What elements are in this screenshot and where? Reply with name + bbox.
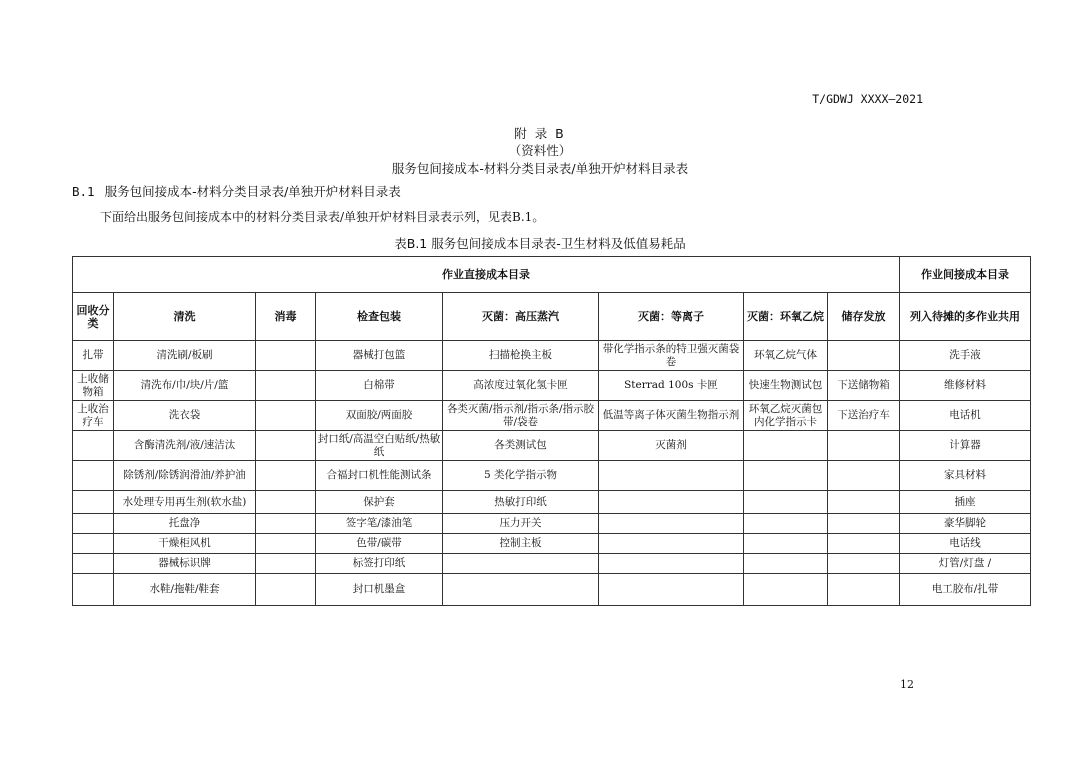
- section-heading: [72, 182, 401, 200]
- column-header: 检查包装: [316, 293, 443, 341]
- table-cell: 洗手液: [900, 341, 1031, 371]
- table-cell: 清洗布/巾/块/片/篮: [114, 371, 256, 401]
- table-cell: [744, 554, 828, 574]
- table-cell: [73, 491, 114, 514]
- table-cell: 托盘净: [114, 514, 256, 534]
- table-cell: 下送治疗车: [828, 401, 900, 431]
- column-header: 灭菌：环氧乙烷: [744, 293, 828, 341]
- table-cell: 封口机墨盒: [316, 574, 443, 606]
- table-cell: 双面胶/两面胶: [316, 401, 443, 431]
- table-cell: 热敏打印纸: [443, 491, 599, 514]
- table-cell: [256, 574, 316, 606]
- table-cell: 含酶清洗剂/液/速洁汰: [114, 431, 256, 461]
- table-cell: 5 类化学指示物: [443, 461, 599, 491]
- table-cell: [256, 461, 316, 491]
- table-cell: 带化学指示条的特卫强灭菌袋卷: [599, 341, 744, 371]
- table-cell: 封口纸/高温空白贴纸/热敏纸: [316, 431, 443, 461]
- column-header: 灭菌：高压蒸汽: [443, 293, 599, 341]
- table-row: [73, 461, 1031, 491]
- column-header: 回收分类: [73, 293, 114, 341]
- table-cell: [744, 461, 828, 491]
- table-cell: [256, 341, 316, 371]
- table-cell: 控制主板: [443, 534, 599, 554]
- column-header: 列入待摊的多作业共用: [900, 293, 1031, 341]
- table-cell: 洗衣袋: [114, 401, 256, 431]
- table-cell: 家具材料: [900, 461, 1031, 491]
- table-cell: Sterrad 100s 卡匣: [599, 371, 744, 401]
- table-cell: 各类灭菌/指示剂/指示条/指示胶带/袋卷: [443, 401, 599, 431]
- table-cell: [73, 461, 114, 491]
- table-row: [73, 554, 1031, 574]
- column-header: 灭菌：等离子: [599, 293, 744, 341]
- table-cell: [744, 514, 828, 534]
- table-cell: 标签打印纸: [316, 554, 443, 574]
- table-cell: 保护套: [316, 491, 443, 514]
- table-row: [73, 371, 1031, 401]
- intro-paragraph: 下面给出服务包间接成本中的材料分类目录表/单独开炉材料目录表示列，见表B.1。: [100, 210, 545, 224]
- table-cell: [599, 514, 744, 534]
- table-cell: 高浓度过氧化氢卡匣: [443, 371, 599, 401]
- appendix-nature: （资料性）: [508, 143, 572, 158]
- table-cell: [73, 514, 114, 534]
- group-header-row: [73, 257, 1031, 293]
- table-cell: [256, 491, 316, 514]
- column-header: 清洗: [114, 293, 256, 341]
- group-header-indirect: 作业间接成本目录: [900, 257, 1031, 293]
- table-cell: 快速生物测试包: [744, 371, 828, 401]
- page-number: 12: [900, 678, 914, 691]
- table-cell: [744, 574, 828, 606]
- table-cell: [73, 431, 114, 461]
- section-title: 服务包间接成本-材料分类目录表/单独开炉材料目录表: [104, 184, 401, 199]
- table-cell: [599, 574, 744, 606]
- column-header-row: [73, 293, 1031, 341]
- table-cell: [828, 514, 900, 534]
- table-cell: [443, 574, 599, 606]
- table-cell: 除锈剂/除锈润滑油/养护油: [114, 461, 256, 491]
- table-cell: [256, 371, 316, 401]
- table-cell: 水处理专用再生剂(软水盐): [114, 491, 256, 514]
- table-cell: 豪华脚轮: [900, 514, 1031, 534]
- table-cell: [828, 491, 900, 514]
- table-cell: 灭菌剂: [599, 431, 744, 461]
- cost-catalog-table: [72, 256, 1031, 606]
- column-header: 储存发放: [828, 293, 900, 341]
- table-cell: [256, 554, 316, 574]
- table-cell: 签字笔/漆油笔: [316, 514, 443, 534]
- table-cell: 上收治疗车: [73, 401, 114, 431]
- table-cell: [256, 431, 316, 461]
- table-cell: 白棉带: [316, 371, 443, 401]
- table-cell: 电工胶布/扎带: [900, 574, 1031, 606]
- table-cell: 水鞋/拖鞋/鞋套: [114, 574, 256, 606]
- table-cell: [744, 431, 828, 461]
- table-cell: [828, 431, 900, 461]
- table-cell: 电话线: [900, 534, 1031, 554]
- table-cell: 环氧乙烷灭菌包内化学指示卡: [744, 401, 828, 431]
- table-cell: 干燥柜风机: [114, 534, 256, 554]
- table-cell: [73, 574, 114, 606]
- table-cell: [73, 554, 114, 574]
- table-cell: [443, 554, 599, 574]
- table-cell: 环氧乙烷气体: [744, 341, 828, 371]
- table-cell: 电话机: [900, 401, 1031, 431]
- table-cell: [828, 554, 900, 574]
- section-number: B.1: [72, 184, 95, 199]
- table-cell: 合福封口机性能测试条: [316, 461, 443, 491]
- table-cell: 维修材料: [900, 371, 1031, 401]
- appendix-title: 服务包间接成本-材料分类目录表/单独开炉材料目录表: [391, 161, 689, 176]
- table-cell: 器械标识牌: [114, 554, 256, 574]
- table-cell: 下送储物箱: [828, 371, 900, 401]
- table-cell: [599, 461, 744, 491]
- table-row: [73, 514, 1031, 534]
- table-caption: 表B.1 服务包间接成本目录表-卫生材料及低值易耗品: [394, 236, 686, 251]
- group-header-direct: 作业直接成本目录: [73, 257, 900, 293]
- table-cell: 器械打包篮: [316, 341, 443, 371]
- table-cell: [744, 491, 828, 514]
- table-cell: [599, 534, 744, 554]
- table-cell: 色带/碳带: [316, 534, 443, 554]
- table-cell: [599, 554, 744, 574]
- table-row: [73, 401, 1031, 431]
- table-cell: 低温等离子体灭菌生物指示剂: [599, 401, 744, 431]
- table-cell: 计算器: [900, 431, 1031, 461]
- table-cell: [828, 341, 900, 371]
- table-cell: [744, 534, 828, 554]
- table-row: [73, 491, 1031, 514]
- table-cell: 插座: [900, 491, 1031, 514]
- table-row: [73, 341, 1031, 371]
- table-cell: 压力开关: [443, 514, 599, 534]
- table-cell: 上收储物箱: [73, 371, 114, 401]
- table-row: [73, 534, 1031, 554]
- appendix-label: 附 录 B: [514, 126, 566, 141]
- table-cell: 灯管/灯盘 /: [900, 554, 1031, 574]
- table-cell: [256, 401, 316, 431]
- document-number: T/GDWJ XXXX—2021: [812, 92, 923, 106]
- table-cell: [828, 534, 900, 554]
- column-header: 消毒: [256, 293, 316, 341]
- table-cell: 清洗刷/板刷: [114, 341, 256, 371]
- table-cell: [256, 514, 316, 534]
- table-cell: 扎带: [73, 341, 114, 371]
- table-cell: [599, 491, 744, 514]
- table-cell: 各类测试包: [443, 431, 599, 461]
- table-cell: [828, 461, 900, 491]
- table-cell: 扫描枪换主板: [443, 341, 599, 371]
- table-row: [73, 574, 1031, 606]
- table-cell: [73, 534, 114, 554]
- table-cell: [828, 574, 900, 606]
- table-row: [73, 431, 1031, 461]
- table-cell: [256, 534, 316, 554]
